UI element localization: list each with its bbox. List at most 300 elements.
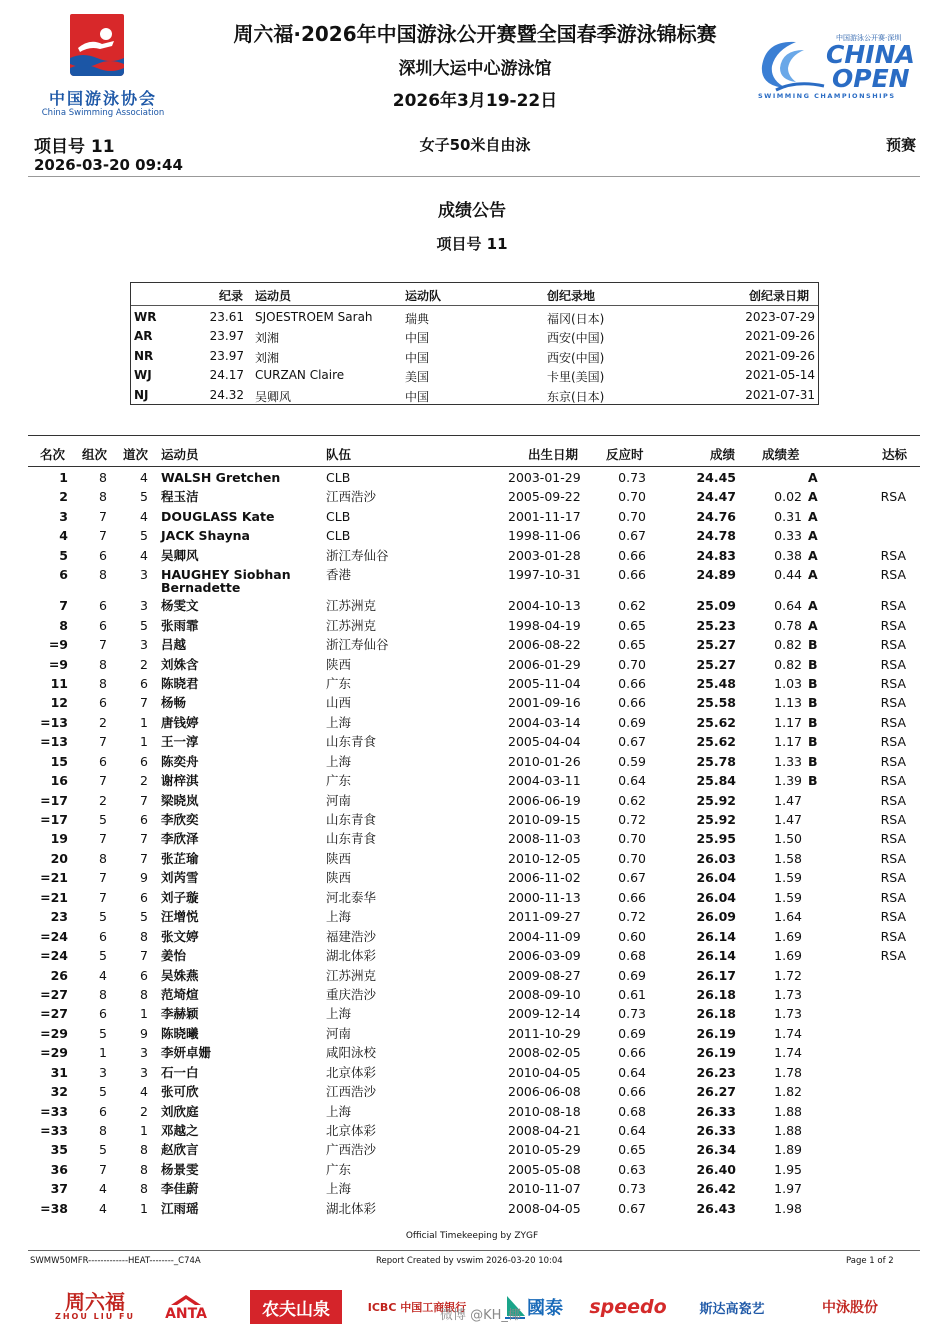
result-athlete: 刘欣庭	[161, 1103, 199, 1119]
table-row	[28, 771, 920, 790]
table-row	[28, 655, 920, 674]
result-standard: RSA	[880, 870, 906, 886]
result-rank: =9	[48, 637, 68, 653]
result-heat: 6	[99, 547, 107, 563]
sponsor-guotai-text: 國泰	[527, 1298, 563, 1319]
result-dob: 2010-11-07	[508, 1181, 581, 1197]
result-athlete: JACK Shayna	[161, 528, 250, 544]
result-heat: 7	[99, 870, 107, 886]
result-qualifier: A	[808, 617, 818, 633]
table-row	[28, 1063, 920, 1082]
result-diff: 1.13	[774, 695, 802, 711]
records-divider	[131, 305, 818, 306]
result-standard: RSA	[880, 567, 906, 583]
result-lane: 7	[140, 850, 148, 866]
result-time: 25.92	[696, 792, 736, 808]
result-dob: 2010-04-05	[508, 1064, 581, 1080]
record-team: 瑞典	[405, 312, 430, 326]
result-standard: RSA	[880, 792, 906, 808]
result-time: 25.84	[696, 773, 736, 789]
section-subtitle: 项目号 11	[436, 235, 508, 253]
result-diff: 1.78	[774, 1064, 802, 1080]
result-rank: =24	[40, 928, 68, 944]
result-qualifier: B	[808, 695, 818, 711]
result-athlete: 吴姝燕	[161, 967, 199, 983]
result-team: 江苏洲克	[326, 967, 377, 983]
result-qualifier: B	[808, 734, 818, 750]
result-team: 上海	[326, 1103, 352, 1119]
result-diff: 1.82	[774, 1084, 802, 1100]
result-lane: 5	[140, 489, 148, 505]
result-standard: RSA	[880, 909, 906, 925]
result-rank: 1	[59, 470, 68, 485]
result-time: 25.95	[696, 831, 736, 847]
result-diff: 1.47	[774, 792, 802, 808]
result-dob: 2005-09-22	[508, 489, 581, 505]
result-athlete: 石一白	[161, 1064, 199, 1080]
results-header-diff: 成绩差	[762, 447, 800, 462]
result-lane: 2	[140, 1103, 148, 1119]
result-reaction: 0.67	[618, 734, 646, 750]
result-athlete: 张可欣	[161, 1084, 199, 1100]
record-code: NJ	[134, 387, 149, 402]
result-diff: 0.82	[774, 637, 802, 653]
record-athlete: 刘湘	[255, 331, 280, 346]
result-heat: 4	[99, 1200, 107, 1216]
result-rank: 8	[59, 617, 68, 633]
result-diff: 1.39	[774, 773, 802, 789]
result-heat: 6	[99, 617, 107, 633]
result-qualifier: A	[808, 508, 818, 524]
result-reaction: 0.61	[618, 986, 646, 1002]
result-diff: 1.59	[774, 889, 802, 905]
result-diff: 1.73	[774, 1006, 802, 1022]
result-standard: RSA	[880, 617, 906, 633]
table-row	[28, 1024, 920, 1043]
result-athlete: 王一淳	[161, 734, 199, 750]
result-reaction: 0.63	[618, 1161, 646, 1177]
table-row	[28, 1160, 920, 1179]
record-row	[131, 349, 818, 368]
record-code: WR	[134, 310, 157, 324]
result-heat: 5	[99, 812, 107, 827]
result-heat: 2	[99, 792, 107, 808]
result-athlete: 杨景雯	[161, 1161, 199, 1177]
record-code: NR	[134, 348, 154, 363]
result-standard: RSA	[880, 773, 906, 789]
record-time: 23.97	[209, 348, 244, 363]
result-dob: 2006-06-19	[508, 792, 581, 808]
result-rank: =29	[40, 1025, 68, 1041]
records-header-place: 创纪录地	[547, 289, 596, 303]
result-qualifier: B	[808, 675, 818, 691]
result-reaction: 0.62	[618, 598, 646, 614]
result-team: 上海	[326, 1181, 352, 1197]
result-reaction: 0.64	[618, 1123, 646, 1138]
result-rank: =29	[40, 1045, 68, 1061]
results-header-standard: 达标	[882, 447, 908, 462]
result-lane: 5	[140, 528, 148, 544]
result-heat: 6	[99, 753, 107, 769]
result-rank: 23	[50, 909, 68, 925]
result-time: 25.48	[696, 675, 736, 691]
result-athlete: WALSH Gretchen	[161, 470, 281, 485]
result-team: 咸阳泳校	[326, 1045, 377, 1061]
result-dob: 2006-06-08	[508, 1084, 581, 1100]
record-athlete: SJOESTROEM Sarah	[255, 310, 373, 324]
result-dob: 2008-11-03	[508, 831, 581, 847]
result-time: 26.33	[696, 1103, 736, 1119]
sponsor-icbc-text: ICBC 中国工商银行	[367, 1301, 467, 1314]
result-dob: 2011-09-27	[508, 909, 581, 925]
result-rank: =38	[40, 1200, 68, 1216]
result-reaction: 0.65	[618, 637, 646, 653]
record-row	[131, 388, 818, 407]
result-athlete: 唐钱婷	[161, 714, 199, 730]
sponsor-nongfu-text: 农夫山泉	[262, 1299, 330, 1320]
result-team: 山西	[326, 695, 352, 711]
result-diff: 1.47	[774, 812, 802, 827]
record-row	[131, 368, 818, 387]
result-lane: 6	[140, 675, 148, 691]
result-time: 26.42	[696, 1181, 736, 1197]
result-diff: 0.31	[774, 508, 802, 524]
china-open-logo	[752, 30, 924, 106]
table-row	[28, 1004, 920, 1023]
header-divider	[28, 176, 920, 177]
result-diff: 1.74	[774, 1025, 802, 1041]
result-lane: 8	[140, 1161, 148, 1177]
result-dob: 2011-10-29	[508, 1025, 581, 1041]
result-rank: 16	[50, 773, 68, 789]
result-heat: 8	[99, 656, 107, 672]
result-athlete: 邓越之	[161, 1123, 199, 1138]
table-row	[28, 635, 920, 654]
result-standard: RSA	[880, 928, 906, 944]
records-header-team: 运动队	[405, 289, 442, 303]
result-qualifier: B	[808, 714, 818, 730]
result-reaction: 0.66	[618, 547, 646, 563]
result-heat: 7	[99, 831, 107, 847]
record-row	[131, 310, 818, 329]
result-time: 25.78	[696, 753, 736, 769]
result-time: 26.03	[696, 850, 736, 866]
table-row	[28, 468, 920, 487]
footer-report: Report Created by vswim 2026-03-20 10:04	[376, 1256, 563, 1266]
result-team: 广东	[326, 675, 352, 691]
record-team: 中国	[405, 389, 430, 404]
result-lane: 3	[140, 567, 148, 583]
result-qualifier: B	[808, 637, 818, 653]
result-diff: 1.74	[774, 1045, 802, 1061]
result-heat: 6	[99, 1103, 107, 1119]
record-time: 23.61	[209, 310, 244, 324]
record-time: 23.97	[209, 329, 244, 344]
table-row	[28, 674, 920, 693]
result-diff: 0.82	[774, 656, 802, 672]
result-lane: 6	[140, 753, 148, 769]
result-lane: 5	[140, 909, 148, 925]
table-row	[28, 616, 920, 635]
record-place: 福冈(日本)	[547, 312, 605, 326]
result-heat: 8	[99, 675, 107, 691]
results-table	[28, 468, 920, 1218]
result-diff: 1.69	[774, 928, 802, 944]
table-row	[28, 810, 920, 829]
record-time: 24.32	[209, 387, 244, 402]
result-standard: RSA	[880, 850, 906, 866]
table-row	[28, 1199, 920, 1218]
result-time: 25.23	[696, 617, 736, 633]
result-heat: 5	[99, 909, 107, 925]
record-place: 西安(中国)	[547, 331, 605, 346]
result-time: 26.19	[696, 1045, 736, 1061]
result-rank: =27	[40, 1006, 68, 1022]
table-row	[28, 487, 920, 506]
result-heat: 4	[99, 1181, 107, 1197]
result-lane: 7	[140, 695, 148, 711]
table-row	[28, 1179, 920, 1198]
results-header-athlete: 运动员	[161, 447, 199, 462]
result-heat: 8	[99, 567, 107, 583]
table-row	[28, 1121, 920, 1140]
result-heat: 2	[99, 714, 107, 730]
record-athlete: CURZAN Claire	[255, 368, 345, 383]
result-diff: 1.73	[774, 986, 802, 1002]
result-athlete: 杨畅	[161, 695, 187, 711]
result-dob: 2010-05-29	[508, 1142, 581, 1158]
result-qualifier: A	[808, 470, 818, 485]
result-heat: 1	[99, 1045, 107, 1061]
result-dob: 2004-11-09	[508, 928, 581, 944]
record-date: 2021-07-31	[745, 387, 815, 402]
result-rank: 11	[50, 675, 68, 691]
result-dob: 2004-03-14	[508, 714, 581, 730]
result-heat: 3	[99, 1064, 107, 1080]
result-time: 26.19	[696, 1025, 736, 1041]
result-reaction: 0.59	[618, 753, 646, 769]
result-dob: 2005-04-04	[508, 734, 581, 750]
table-row	[28, 546, 920, 565]
result-qualifier: A	[808, 547, 818, 563]
result-standard: RSA	[880, 675, 906, 691]
result-lane: 6	[140, 812, 148, 827]
result-reaction: 0.65	[618, 1142, 646, 1158]
result-heat: 8	[99, 470, 107, 485]
result-qualifier: B	[808, 773, 818, 789]
result-athlete: 范埼煊	[161, 986, 199, 1002]
record-team: 中国	[405, 331, 430, 346]
result-lane: 3	[140, 598, 148, 614]
record-code: AR	[134, 329, 153, 344]
sponsor-zhongyong-text: 中泳股份	[822, 1300, 878, 1316]
result-athlete: 李赫颖	[161, 1006, 199, 1022]
result-rank: 35	[50, 1142, 68, 1158]
result-heat: 4	[99, 967, 107, 983]
result-diff: 1.88	[774, 1123, 802, 1138]
result-athlete: 吕越	[161, 637, 187, 653]
result-lane: 2	[140, 773, 148, 789]
result-heat: 7	[99, 637, 107, 653]
results-header-time: 成绩	[710, 447, 736, 462]
result-rank: =24	[40, 948, 68, 964]
swimmer-emblem-icon	[70, 14, 124, 76]
result-lane: 3	[140, 1064, 148, 1080]
result-reaction: 0.70	[618, 489, 646, 505]
result-time: 25.62	[696, 734, 736, 750]
result-reaction: 0.66	[618, 889, 646, 905]
result-standard: RSA	[880, 714, 906, 730]
sponsor-zhouliufu-en: ZHOU LIU FU	[55, 1312, 135, 1321]
result-heat: 8	[99, 489, 107, 505]
result-dob: 2001-11-17	[508, 508, 581, 524]
result-time: 26.18	[696, 1006, 736, 1022]
result-reaction: 0.60	[618, 928, 646, 944]
result-time: 25.62	[696, 714, 736, 730]
table-row	[28, 507, 920, 526]
result-rank: =21	[40, 870, 68, 886]
result-standard: RSA	[880, 489, 906, 505]
result-lane: 4	[140, 1084, 148, 1100]
result-rank: =17	[40, 792, 68, 808]
result-standard: RSA	[880, 812, 906, 827]
result-diff: 1.97	[774, 1181, 802, 1197]
result-lane: 9	[140, 870, 148, 886]
result-rank: 36	[50, 1161, 68, 1177]
result-athlete: 梁晓岚	[161, 792, 199, 808]
result-time: 26.14	[696, 948, 736, 964]
result-rank: 4	[59, 528, 68, 544]
record-place: 卡里(美国)	[547, 370, 605, 385]
result-heat: 5	[99, 1084, 107, 1100]
result-team: 浙江寿仙谷	[326, 637, 389, 653]
result-athlete: 李欣奕	[161, 812, 199, 827]
china-open-word1: CHINA	[826, 40, 915, 69]
result-time: 26.23	[696, 1064, 736, 1080]
result-rank: =33	[40, 1103, 68, 1119]
result-lane: 1	[140, 1200, 148, 1216]
result-rank: 26	[50, 967, 68, 983]
result-dob: 2006-11-02	[508, 870, 581, 886]
sponsor-speedo-logo	[589, 1285, 667, 1329]
china-open-word2: OPEN	[832, 64, 910, 93]
result-time: 25.09	[696, 598, 736, 614]
result-heat: 8	[99, 986, 107, 1002]
result-team: 江苏洲克	[326, 617, 377, 633]
watermark: 微博 @KH_椰	[440, 1308, 521, 1323]
result-diff: 1.64	[774, 909, 802, 925]
footer-page: Page 1 of 2	[846, 1256, 894, 1266]
result-rank: 6	[59, 567, 68, 583]
result-reaction: 0.66	[618, 1045, 646, 1061]
result-athlete: 李欣泽	[161, 831, 199, 847]
result-time: 26.40	[696, 1161, 736, 1177]
result-reaction: 0.62	[618, 792, 646, 808]
result-team: CLB	[326, 508, 351, 524]
sponsor-nongfu-logo	[250, 1290, 342, 1324]
result-rank: 31	[50, 1064, 68, 1080]
event-number: 项目号 11	[34, 137, 115, 157]
result-lane: 1	[140, 734, 148, 750]
sponsor-zhouliufu-cn: 周六福	[65, 1290, 125, 1314]
result-dob: 2010-09-15	[508, 812, 581, 827]
result-heat: 6	[99, 695, 107, 711]
result-diff: 0.02	[774, 489, 802, 505]
result-dob: 1998-04-19	[508, 617, 581, 633]
result-team: 浙江寿仙谷	[326, 547, 389, 563]
result-team: 香港	[326, 567, 352, 583]
table-row	[28, 1043, 920, 1062]
event-name: 女子50米自由泳	[419, 136, 531, 154]
result-team: 陕西	[326, 870, 352, 886]
result-dob: 2008-09-10	[508, 986, 581, 1002]
result-diff: 1.72	[774, 967, 802, 983]
records-header	[131, 287, 818, 305]
sponsor-anta-text: ANTA	[165, 1306, 207, 1322]
result-athlete: 谢梓淇	[161, 773, 199, 789]
table-row	[28, 713, 920, 732]
sponsor-anta-logo	[164, 1285, 208, 1329]
result-dob: 2003-01-28	[508, 547, 581, 563]
result-diff: 0.33	[774, 528, 802, 544]
records-header-athlete: 运动员	[255, 289, 292, 303]
event-round: 预赛	[885, 136, 916, 154]
result-heat: 6	[99, 598, 107, 614]
result-dob: 2008-04-21	[508, 1123, 581, 1138]
result-dob: 2010-01-26	[508, 753, 581, 769]
result-diff: 0.38	[774, 547, 802, 563]
result-team: 江西浩沙	[326, 1084, 377, 1100]
result-rank: 19	[50, 831, 68, 847]
result-team: 北京体彩	[326, 1123, 377, 1138]
result-rank: 32	[50, 1084, 68, 1100]
record-date: 2021-09-26	[745, 329, 815, 344]
result-standard: RSA	[880, 637, 906, 653]
cswa-logo	[28, 14, 178, 122]
result-athlete-line2: Bernadette	[161, 580, 241, 596]
result-team: 重庆浩沙	[326, 986, 377, 1002]
result-dob: 2006-08-22	[508, 637, 581, 653]
table-row	[28, 985, 920, 1004]
result-standard: RSA	[880, 695, 906, 711]
result-athlete: 程玉洁	[161, 489, 199, 505]
result-team: 江西浩沙	[326, 489, 377, 505]
result-heat: 7	[99, 528, 107, 544]
record-team: 美国	[405, 370, 430, 385]
result-dob: 2008-04-05	[508, 1200, 581, 1216]
result-standard: RSA	[880, 753, 906, 769]
result-reaction: 0.68	[618, 1103, 646, 1119]
table-row	[28, 693, 920, 712]
result-team: 陕西	[326, 656, 352, 672]
result-athlete: 李妍卓姗	[161, 1045, 212, 1061]
result-rank: =13	[40, 714, 68, 730]
table-row	[28, 1102, 920, 1121]
result-diff: 1.88	[774, 1103, 802, 1119]
results-header	[28, 435, 920, 467]
result-team: 广西浩沙	[326, 1142, 377, 1158]
records-header-date: 创纪录日期	[749, 289, 810, 303]
result-time: 25.58	[696, 695, 736, 711]
result-lane: 7	[140, 792, 148, 808]
table-row	[28, 888, 920, 907]
result-dob: 2005-05-08	[508, 1161, 581, 1177]
result-diff: 1.89	[774, 1142, 802, 1158]
table-row	[28, 1140, 920, 1159]
result-dob: 2010-12-05	[508, 850, 581, 866]
result-team: 广东	[326, 773, 352, 789]
meet-dates: 2026年3月19-22日	[392, 91, 558, 111]
